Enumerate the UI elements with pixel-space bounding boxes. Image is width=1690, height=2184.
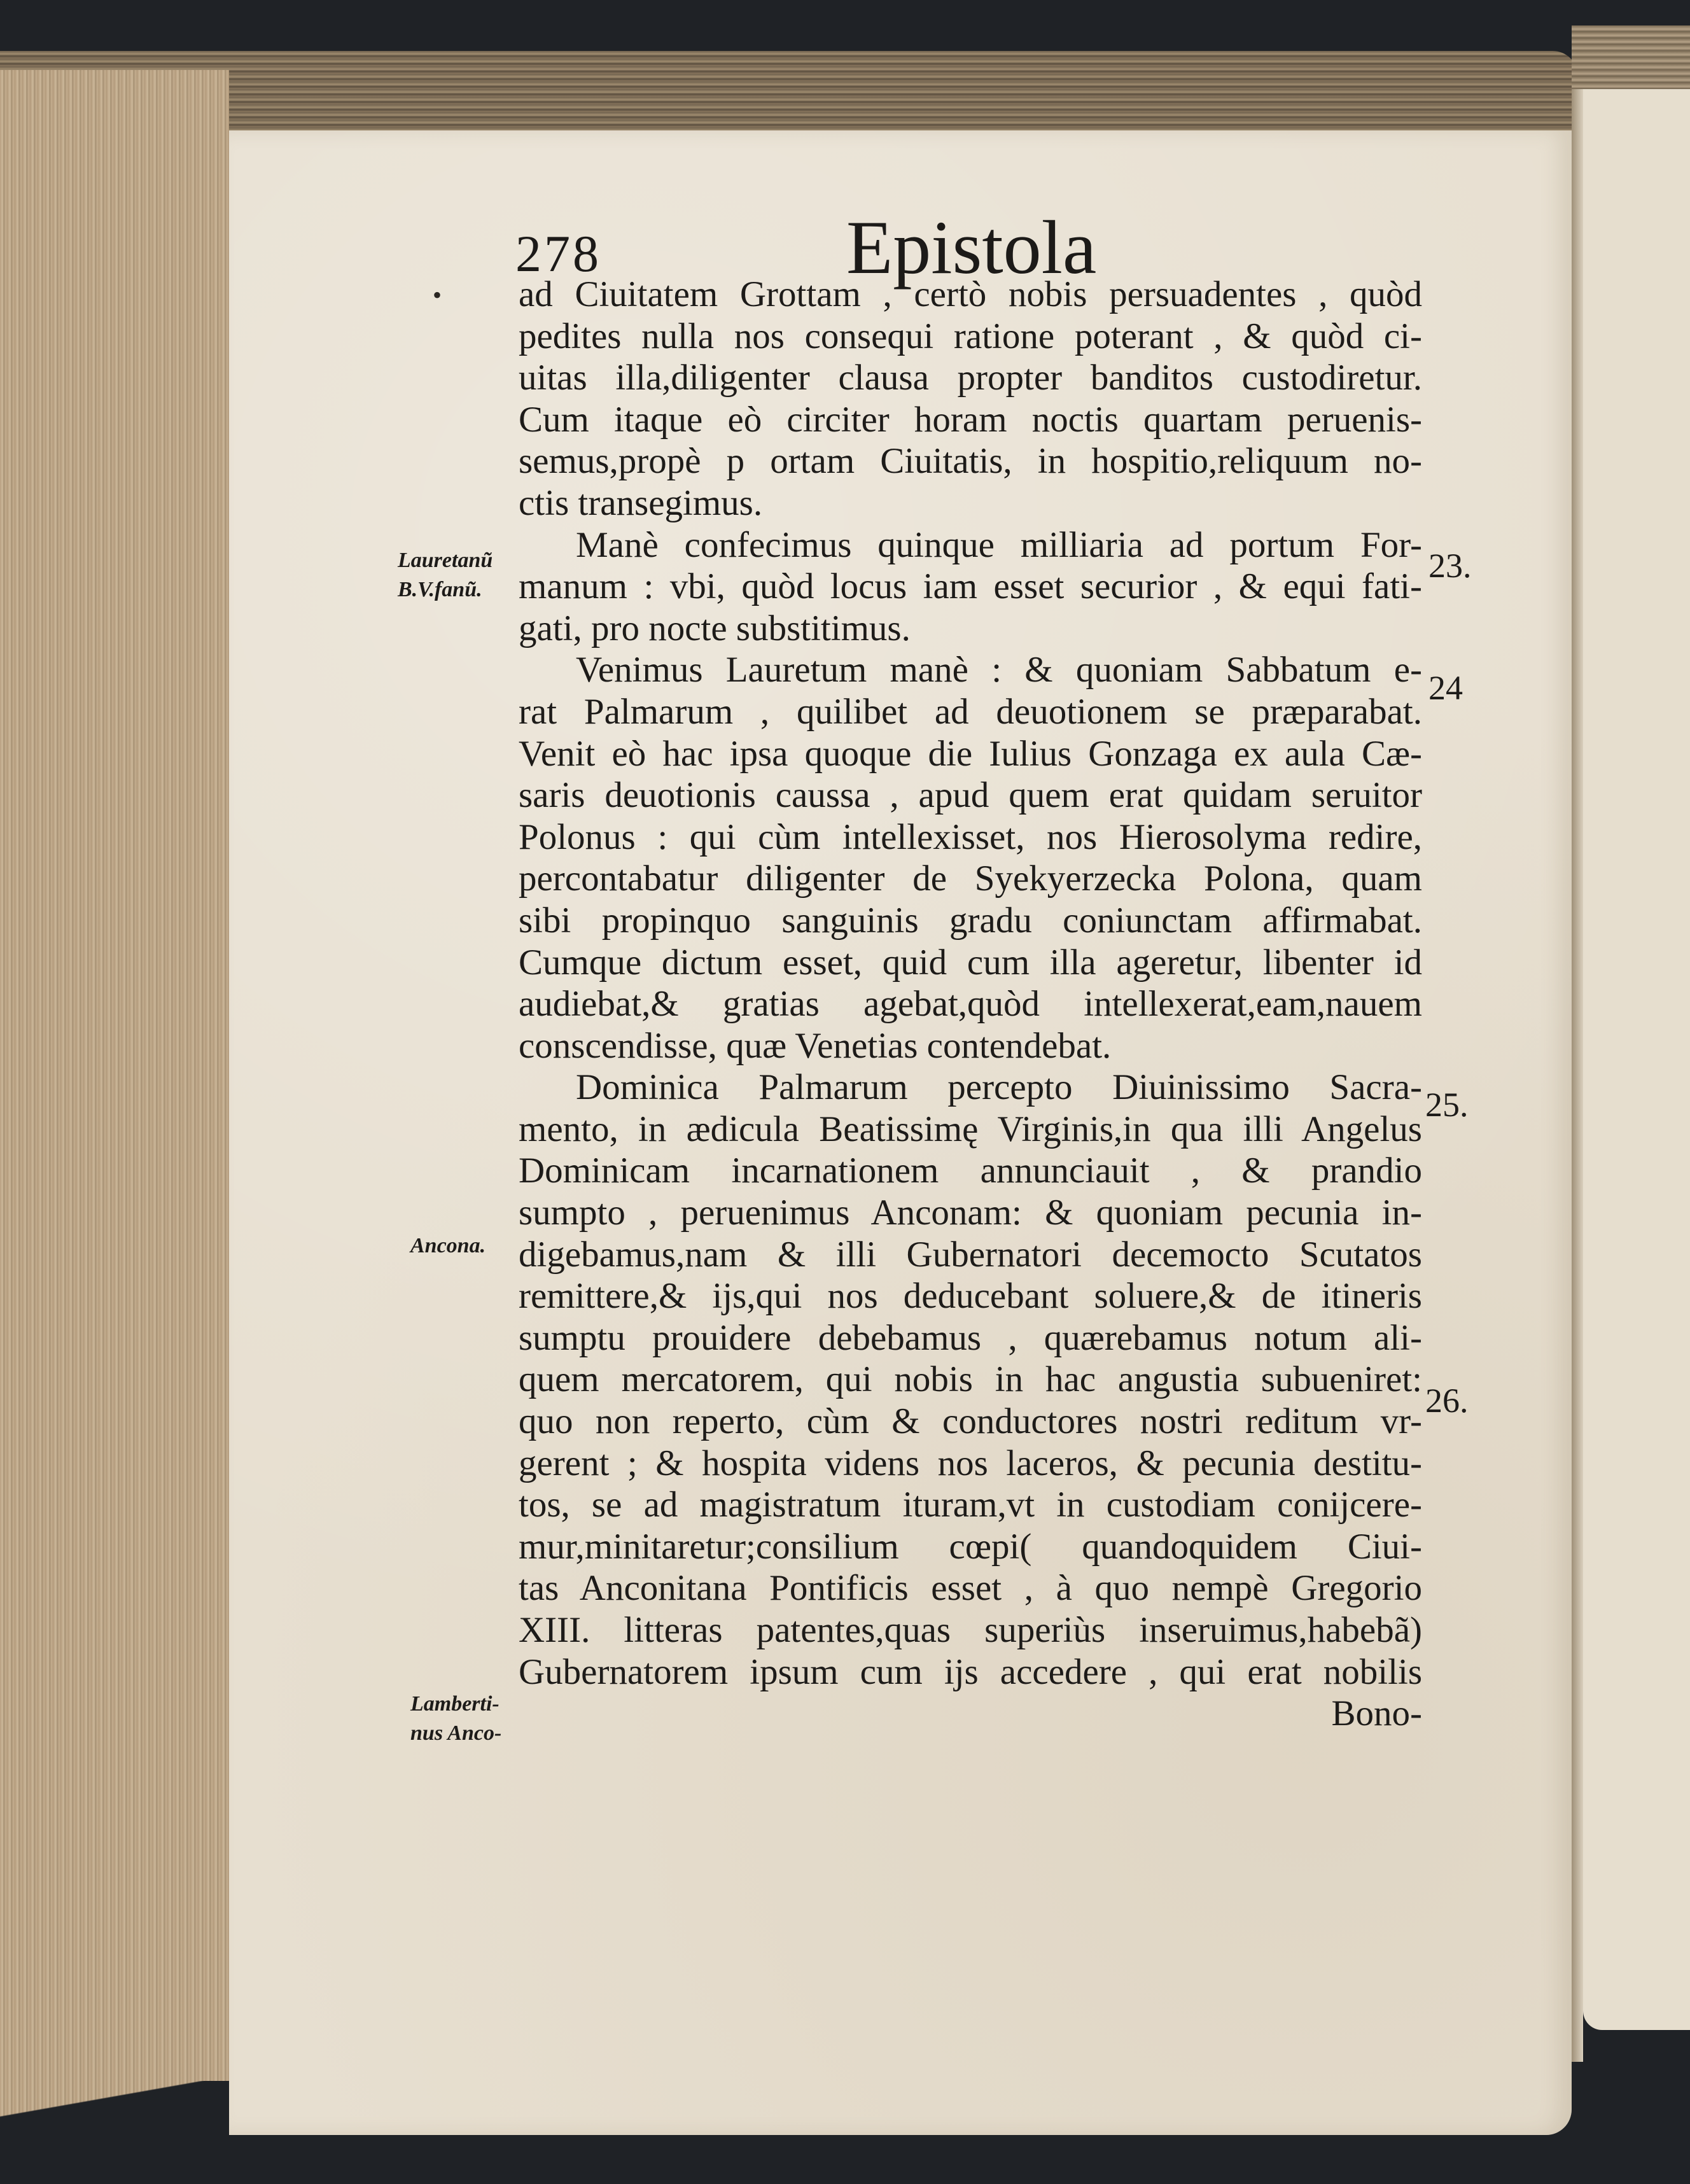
text-line: sibi propinquo sanguinis gradu coniunctam affirmabat. [519,900,1422,941]
text-line: Cum itaque eò circiter horam noctis quartam peruenis- [519,399,1422,440]
book-top-edge-right [1572,25,1690,89]
margin-note-line: B.V.fanũ. [398,578,482,601]
text-line: gati, pro nocte substitimus. [519,608,911,648]
day-number-24: 24 [1428,669,1463,707]
margin-note-lauretanum [398,546,492,605]
text-line: tas Anconitana Pontificis esset , à quo nempè Gregorio [519,1568,1422,1609]
text-line: Cumque dictum esset, quid cum illa ageretur, libenter id [519,942,1422,983]
text-line: mento, in ædicula Beatissimę Virginis,in qua illi Angelus [519,1109,1422,1149]
book-gutter [1572,89,1583,2062]
text-line: Dominicam incarnationem annunciauit , & prandio [519,1151,1422,1191]
text-line: XIII. litteras patentes,quas superiùs inseruimus,habebã) [519,1610,1422,1650]
day-number-23: 23. [1428,547,1472,585]
margin-note-ancona [410,1231,485,1261]
text-line: remittere,& ijs,qui nos deducebant soluere,& de itineris [519,1276,1422,1317]
text-line: Polonus : qui cùm intellexisset, nos Hierosolyma redire, [519,816,1422,857]
text-line: uitas illa,diligenter clausa propter banditos custodiretur. [519,358,1422,398]
margin-note-line: Lauretanũ [398,549,493,572]
text-line: audiebat,& gratias agebat,quòd intellexerat,eam,nauem [519,984,1422,1025]
book-top-edge [0,51,1578,140]
body-text [519,274,1422,1735]
text-line: pedites nulla nos consequi ratione poterant , & quòd ci- [519,316,1422,356]
text-line: mur,minitaretur;consilium cœpi( quandoquidem Ciui- [519,1526,1422,1567]
text-line: quem mercatorem, qui nobis in hac angustia subueniret: [519,1359,1422,1400]
text-line: quo non reperto, cùm & conductores nostri reditum vr- [519,1401,1422,1442]
text-line: semus,propè p ortam Ciuitatis, in hospitio,reliquum no- [519,441,1422,482]
text-line: Venit eò hac ipsa quoque die Iulius Gonzaga ex aula Cæ- [519,733,1422,774]
text-line: rat Palmarum , quilibet ad deuotionem se præparabat. [519,691,1422,732]
text-line: manum : vbi, quòd locus iam esset securior , & equi fati- [519,566,1422,607]
catchword: Bono- [1331,1693,1422,1734]
text-line: sumpto , peruenimus Anconam: & quoniam pecunia in- [519,1193,1422,1233]
text-line: gerent ; & hospita videns nos laceros, & pecunia destitu- [519,1443,1422,1483]
day-number-25: 25. [1425,1086,1469,1124]
running-title: Epistola [846,205,1097,290]
margin-note-lambertinus [410,1690,501,1748]
text-line: Gubernatorem ipsum cum ijs accedere , qui erat nobilis [519,1651,1422,1692]
facing-page-edge [1583,89,1690,2030]
text-line: saris deuotionis caussa , apud quem erat quidam seruitor [519,775,1422,816]
text-line: Venimus Lauretum manè : & quoniam Sabbatum e- [576,650,1422,690]
margin-note-line: Lamberti- [410,1692,499,1716]
page-edges-stack [0,70,229,2138]
day-number-26: 26. [1425,1382,1469,1420]
text-line: tos, se ad magistratum ituram,vt in custodiam conijcere- [519,1485,1422,1525]
text-line: conscendisse, quæ Venetias contendebat. [519,1025,1112,1066]
text-line: sumptu prouidere debebamus , quærebamus notum ali- [519,1317,1422,1358]
margin-note-line: nus Anco- [410,1721,502,1745]
page-number: 278 [515,225,601,283]
text-line: Manè confecimus quinque milliaria ad portum For- [576,524,1422,565]
text-line: Dominica Palmarum percepto Diuinissimo Sacra- [576,1067,1422,1108]
text-line: ad Ciuitatem Grottam , certò nobis persuadentes , quòd [519,274,1422,314]
margin-note-line: Ancona. [410,1234,486,1257]
text-line: ctis transegimus. [519,482,763,523]
text-line: percontabatur diligenter de Syekyerzecka Polona, quam [519,858,1422,899]
ornament-mark: • [433,281,442,309]
text-line: digebamus,nam & illi Gubernatori decemocto Scutatos [519,1234,1422,1275]
